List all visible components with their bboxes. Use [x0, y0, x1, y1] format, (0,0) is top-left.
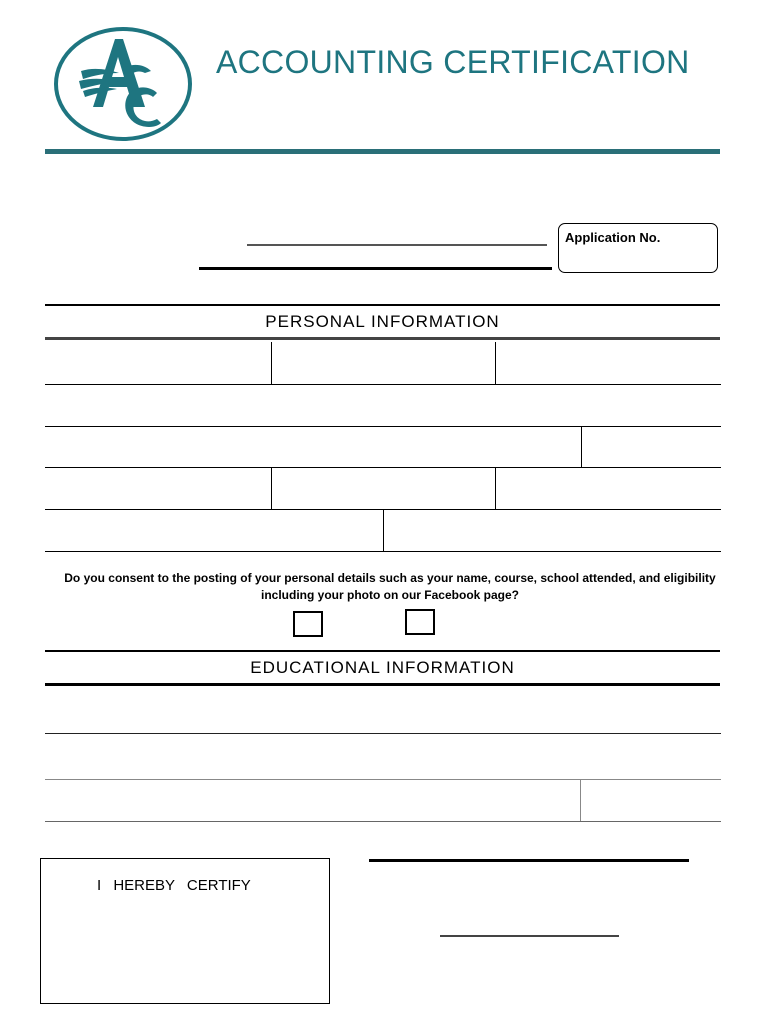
personal-field-5-1[interactable]	[45, 510, 384, 551]
application-number-field[interactable]	[558, 223, 718, 273]
personal-field-4-1[interactable]	[45, 468, 272, 509]
header-divider	[45, 149, 720, 154]
ac-logo	[53, 27, 193, 142]
certification-box	[40, 858, 330, 1004]
personal-field-4-3[interactable]	[496, 468, 721, 509]
personal-field-1-3[interactable]	[496, 342, 721, 384]
personal-field-5-2[interactable]	[384, 510, 721, 551]
personal-information-header	[45, 304, 720, 340]
page-title: ACCOUNTING CERTIFICATION	[216, 44, 690, 80]
consent-checkbox-yes[interactable]	[293, 611, 323, 637]
educational-information-title: EDUCATIONAL INFORMATION	[250, 658, 515, 677]
name-line-upper[interactable]	[247, 244, 547, 246]
personal-field-1-1[interactable]	[45, 342, 272, 384]
education-field-1[interactable]	[45, 688, 721, 733]
personal-field-2-1[interactable]	[45, 385, 721, 426]
signature-line[interactable]	[369, 859, 689, 862]
application-number-label: Application No.	[565, 230, 661, 245]
education-row-2	[45, 734, 721, 780]
education-row-3	[45, 780, 721, 822]
date-line[interactable]	[440, 935, 619, 937]
personal-row-4	[45, 468, 721, 510]
personal-row-1	[45, 342, 721, 385]
personal-row-5	[45, 510, 721, 552]
education-field-3-1[interactable]	[45, 780, 581, 821]
personal-row-3	[45, 427, 721, 468]
education-row-1	[45, 688, 721, 734]
personal-information-title: PERSONAL INFORMATION	[265, 312, 500, 331]
personal-field-3-2[interactable]	[582, 427, 721, 467]
personal-row-2	[45, 385, 721, 427]
certification-text: I HEREBY CERTIFY	[97, 877, 251, 894]
personal-field-4-2[interactable]	[272, 468, 496, 509]
consent-checkbox-no[interactable]	[405, 609, 435, 635]
education-field-2[interactable]	[45, 734, 721, 779]
name-line-lower[interactable]	[199, 267, 552, 270]
education-field-3-2[interactable]	[581, 780, 721, 821]
personal-field-1-2[interactable]	[272, 342, 496, 384]
personal-field-3-1[interactable]	[45, 427, 582, 467]
consent-question: Do you consent to the posting of your personal details such as your name, course, school attended, and eligibility including your photo on our Facebook page?	[64, 571, 716, 602]
educational-information-header	[45, 650, 720, 686]
